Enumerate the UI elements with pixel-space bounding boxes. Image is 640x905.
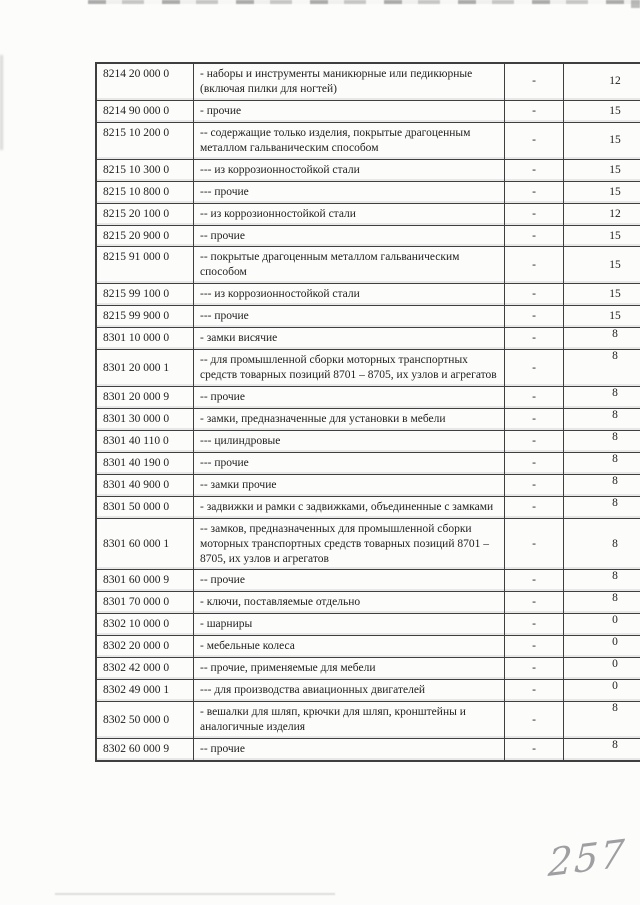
- rate-cell: 8: [564, 592, 640, 614]
- description-cell: --- для производства авиационных двигателей: [194, 680, 505, 702]
- table-row: [96, 100, 640, 122]
- unit-cell: -: [505, 592, 564, 614]
- description-cell: -- из коррозионностойкой стали: [194, 203, 505, 225]
- description-cell: -- прочие, применяемые для мебели: [194, 658, 505, 680]
- table-row: [96, 570, 640, 592]
- rate-cell: 15: [564, 122, 640, 159]
- description-cell: -- прочие: [194, 225, 505, 247]
- rate-cell: 0: [564, 614, 640, 636]
- unit-cell: -: [505, 63, 564, 100]
- table-row: [96, 306, 640, 328]
- code-cell: 8215 10 200 0: [96, 122, 194, 159]
- unit-cell: -: [505, 306, 564, 328]
- rate-cell: 8: [564, 496, 640, 518]
- rate-cell: 8: [564, 387, 640, 409]
- rate-cell: 8: [564, 452, 640, 474]
- description-cell: - задвижки и рамки с задвижками, объединенные с замками: [194, 496, 505, 518]
- code-cell: 8215 99 900 0: [96, 306, 194, 328]
- unit-cell: -: [505, 430, 564, 452]
- unit-cell: -: [505, 496, 564, 518]
- code-cell: 8301 20 000 1: [96, 350, 194, 387]
- rate-cell: 0: [564, 680, 640, 702]
- table-row: [96, 518, 640, 570]
- rate-cell: 15: [564, 306, 640, 328]
- unit-cell: -: [505, 738, 564, 760]
- code-cell: 8302 50 000 0: [96, 702, 194, 739]
- code-cell: 8301 60 000 1: [96, 518, 194, 570]
- description-cell: --- прочие: [194, 452, 505, 474]
- unit-cell: -: [505, 328, 564, 350]
- rate-cell: 8: [564, 518, 640, 570]
- handwritten-page-number: 257: [547, 830, 628, 886]
- unit-cell: -: [505, 658, 564, 680]
- description-cell: --- из коррозионностойкой стали: [194, 159, 505, 181]
- rate-cell: 15: [564, 247, 640, 284]
- code-cell: 8302 20 000 0: [96, 636, 194, 658]
- code-cell: 8301 70 000 0: [96, 592, 194, 614]
- code-cell: 8215 10 800 0: [96, 181, 194, 203]
- rate-cell: 15: [564, 181, 640, 203]
- rate-cell: 15: [564, 225, 640, 247]
- description-cell: - замки висячие: [194, 328, 505, 350]
- description-cell: --- прочие: [194, 306, 505, 328]
- code-cell: 8301 20 000 9: [96, 387, 194, 409]
- table-row: [96, 430, 640, 452]
- rate-cell: 8: [564, 328, 640, 350]
- table-row: [96, 614, 640, 636]
- table-row: [96, 350, 640, 387]
- description-cell: - наборы и инструменты маникюрные или педикюрные (включая пилки для ногтей): [194, 63, 505, 100]
- table-row: [96, 702, 640, 739]
- code-cell: 8215 91 000 0: [96, 247, 194, 284]
- code-cell: 8302 10 000 0: [96, 614, 194, 636]
- tariff-table: [95, 62, 640, 762]
- table-row: [96, 636, 640, 658]
- code-cell: 8215 99 100 0: [96, 284, 194, 306]
- description-cell: -- для промышленной сборки моторных транспортных средств товарных позиций 8701 – 8705, их узлов и агрегатов: [194, 350, 505, 387]
- rate-cell: 8: [564, 350, 640, 387]
- unit-cell: -: [505, 518, 564, 570]
- code-cell: 8215 20 900 0: [96, 225, 194, 247]
- scan-artifact-top-edge: [88, 0, 640, 4]
- rate-cell: 0: [564, 636, 640, 658]
- description-cell: - ключи, поставляемые отдельно: [194, 592, 505, 614]
- table-row: [96, 181, 640, 203]
- scan-artifact-left-edge: [0, 55, 3, 150]
- rate-cell: 8: [564, 430, 640, 452]
- table-row: [96, 474, 640, 496]
- unit-cell: -: [505, 284, 564, 306]
- rate-cell: 8: [564, 702, 640, 739]
- table-row: [96, 408, 640, 430]
- rate-cell: 8: [564, 738, 640, 760]
- unit-cell: -: [505, 702, 564, 739]
- unit-cell: -: [505, 247, 564, 284]
- unit-cell: -: [505, 122, 564, 159]
- description-cell: -- прочие: [194, 738, 505, 760]
- table-row: [96, 284, 640, 306]
- code-cell: 8301 30 000 0: [96, 408, 194, 430]
- code-cell: 8301 40 110 0: [96, 430, 194, 452]
- table-row: [96, 203, 640, 225]
- description-cell: -- замки прочие: [194, 474, 505, 496]
- unit-cell: -: [505, 387, 564, 409]
- unit-cell: -: [505, 181, 564, 203]
- description-cell: - мебельные колеса: [194, 636, 505, 658]
- unit-cell: -: [505, 225, 564, 247]
- description-cell: -- прочие: [194, 570, 505, 592]
- table-row: [96, 247, 640, 284]
- code-cell: 8301 50 000 0: [96, 496, 194, 518]
- table-row: [96, 387, 640, 409]
- description-cell: -- замков, предназначенных для промышленной сборки моторных транспортных средств товарных позиций 8701 – 8705, их узлов и агрегатов: [194, 518, 505, 570]
- code-cell: 8302 42 000 0: [96, 658, 194, 680]
- description-cell: - шарниры: [194, 614, 505, 636]
- description-cell: -- прочие: [194, 387, 505, 409]
- unit-cell: -: [505, 350, 564, 387]
- rate-cell: 8: [564, 570, 640, 592]
- tariff-table-body: [96, 63, 640, 761]
- table-row: [96, 738, 640, 760]
- code-cell: 8301 40 900 0: [96, 474, 194, 496]
- code-cell: 8215 20 100 0: [96, 203, 194, 225]
- rate-cell: 15: [564, 284, 640, 306]
- rate-cell: 15: [564, 100, 640, 122]
- unit-cell: -: [505, 159, 564, 181]
- table-row: [96, 592, 640, 614]
- scan-artifact-bottom-edge: [55, 893, 335, 895]
- code-cell: 8214 90 000 0: [96, 100, 194, 122]
- table-row: [96, 122, 640, 159]
- unit-cell: -: [505, 408, 564, 430]
- table-row: [96, 680, 640, 702]
- unit-cell: -: [505, 636, 564, 658]
- description-cell: -- покрытые драгоценным металлом гальваническим способом: [194, 247, 505, 284]
- code-cell: 8215 10 300 0: [96, 159, 194, 181]
- code-cell: 8302 60 000 9: [96, 738, 194, 760]
- unit-cell: -: [505, 570, 564, 592]
- rate-cell: 8: [564, 474, 640, 496]
- unit-cell: -: [505, 203, 564, 225]
- description-cell: - замки, предназначенные для установки в мебели: [194, 408, 505, 430]
- table-row: [96, 328, 640, 350]
- unit-cell: -: [505, 680, 564, 702]
- table-row: [96, 225, 640, 247]
- code-cell: 8301 10 000 0: [96, 328, 194, 350]
- code-cell: 8302 49 000 1: [96, 680, 194, 702]
- unit-cell: -: [505, 614, 564, 636]
- unit-cell: -: [505, 474, 564, 496]
- code-cell: 8301 40 190 0: [96, 452, 194, 474]
- table-row: [96, 159, 640, 181]
- table-row: [96, 496, 640, 518]
- description-cell: -- содержащие только изделия, покрытые драгоценным металлом гальваническим способом: [194, 122, 505, 159]
- code-cell: 8301 60 000 9: [96, 570, 194, 592]
- rate-cell: 0: [564, 658, 640, 680]
- table-row: [96, 63, 640, 100]
- unit-cell: -: [505, 100, 564, 122]
- rate-cell: 12: [564, 203, 640, 225]
- table-row: [96, 452, 640, 474]
- rate-cell: 8: [564, 408, 640, 430]
- table-row: [96, 658, 640, 680]
- description-cell: --- цилиндровые: [194, 430, 505, 452]
- code-cell: 8214 20 000 0: [96, 63, 194, 100]
- description-cell: - вешалки для шляп, крючки для шляп, кронштейны и аналогичные изделия: [194, 702, 505, 739]
- rate-cell: 15: [564, 159, 640, 181]
- description-cell: - прочие: [194, 100, 505, 122]
- scan-artifact-top-right: [631, 0, 640, 8]
- description-cell: --- прочие: [194, 181, 505, 203]
- rate-cell: 12: [564, 63, 640, 100]
- unit-cell: -: [505, 452, 564, 474]
- description-cell: --- из коррозионностойкой стали: [194, 284, 505, 306]
